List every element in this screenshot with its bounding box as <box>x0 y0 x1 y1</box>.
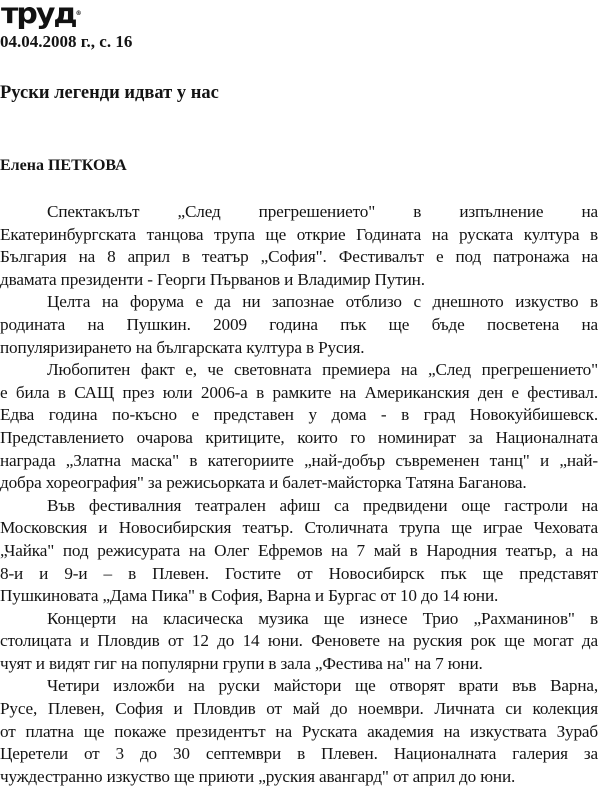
registered-mark: ® <box>75 10 82 18</box>
article-title: Руски легенди идват у нас <box>0 83 219 103</box>
text-line: Целта на форума е да ни запознае отблизо с днешното изкуство в <box>47 292 598 312</box>
text-line: награда „Златна маска" в категориите „най-добър съвременен танц" и „най- <box>0 450 598 470</box>
article-author: Елена ПЕТКОВА <box>0 157 127 174</box>
article-paragraph <box>0 359 598 495</box>
text-line: е била в САЩ през юли 2006-а в рамките на Американския ден е фестивал. <box>0 382 598 402</box>
article-paragraph <box>0 495 598 608</box>
text-line: Екатеринбургската танцова трупа ще открие Годината на руската култура в <box>0 224 598 244</box>
newspaper-logo <box>1 0 82 29</box>
publication-date-page: 04.04.2008 г., с. 16 <box>0 32 133 51</box>
article-paragraph <box>0 675 598 788</box>
article-paragraph <box>0 608 598 676</box>
text-line: от платна ще покаже президентът на Руската академия на изкуствата Зураб <box>0 721 598 741</box>
article-body <box>0 201 598 788</box>
text-line: добра хореография" за режисьорката и балет-майсторка Татяна Баганова. <box>0 473 527 493</box>
text-line: популяризирането на българската култура в Русия. <box>0 337 365 357</box>
text-line: Концерти на класическа музика ще изнесе Трио „Рахманинов" в <box>47 608 598 628</box>
text-line: Церетели от 3 до 30 септември в Плевен. Националната галерия за <box>0 744 598 764</box>
text-line: Четири изложби на руски майстори ще отворят врати във Варна, <box>47 676 598 696</box>
text-line: 8-и и 9-и – в Плевен. Гостите от Новосибирск пък ще представят <box>0 563 598 583</box>
text-line: столицата и Пловдив от 12 до 14 юни. Феновете на руския рок ще могат да <box>0 631 598 651</box>
text-line: България на 8 април в театър „София". Фестивалът е под патронажа на <box>0 247 598 267</box>
text-line: Спектакълът „След прегрешението" в изпълнение на <box>47 202 598 221</box>
logo-text: труд <box>1 0 76 31</box>
text-line: „Чайка" под режисурата на Олег Ефремов на 7 май в Народния театър, а на <box>0 540 598 560</box>
text-line: Московския и Новосибирския театър. Столичната трупа ще играе Чеховата <box>0 518 598 538</box>
text-line: Русе, Плевен, София и Пловдив от май до ноември. Личната си колекция <box>0 699 598 719</box>
text-line: Едва година по-късно е представен у дома - в град Новокуйбишевск. <box>0 405 598 425</box>
text-line: чуждестранно изкуство ще приюти „руския авангард" от април до юни. <box>0 766 516 786</box>
text-line: Представлението очарова критиците, които го номинират за Националната <box>0 427 598 447</box>
text-line: двамата президенти - Георги Първанов и Владимир Путин. <box>0 269 425 289</box>
text-line: Пушкиновата „Дама Пика" в София, Варна и Бургас от 10 до 14 юни. <box>0 586 499 606</box>
text-line: родината на Пушкин. 2009 година пък ще бъде посветена на <box>0 314 598 334</box>
text-line: Любопитен факт е, че световната премиера на „След прегрешението" <box>47 360 598 380</box>
text-line: Във фестивалния театрален афиш са предвидени още гастроли на <box>47 495 598 515</box>
article-paragraph <box>0 201 598 291</box>
text-line: чуят и видят гиг на популярни групи в зала „Фестива на" на 7 юни. <box>0 653 483 673</box>
article-paragraph <box>0 291 598 359</box>
